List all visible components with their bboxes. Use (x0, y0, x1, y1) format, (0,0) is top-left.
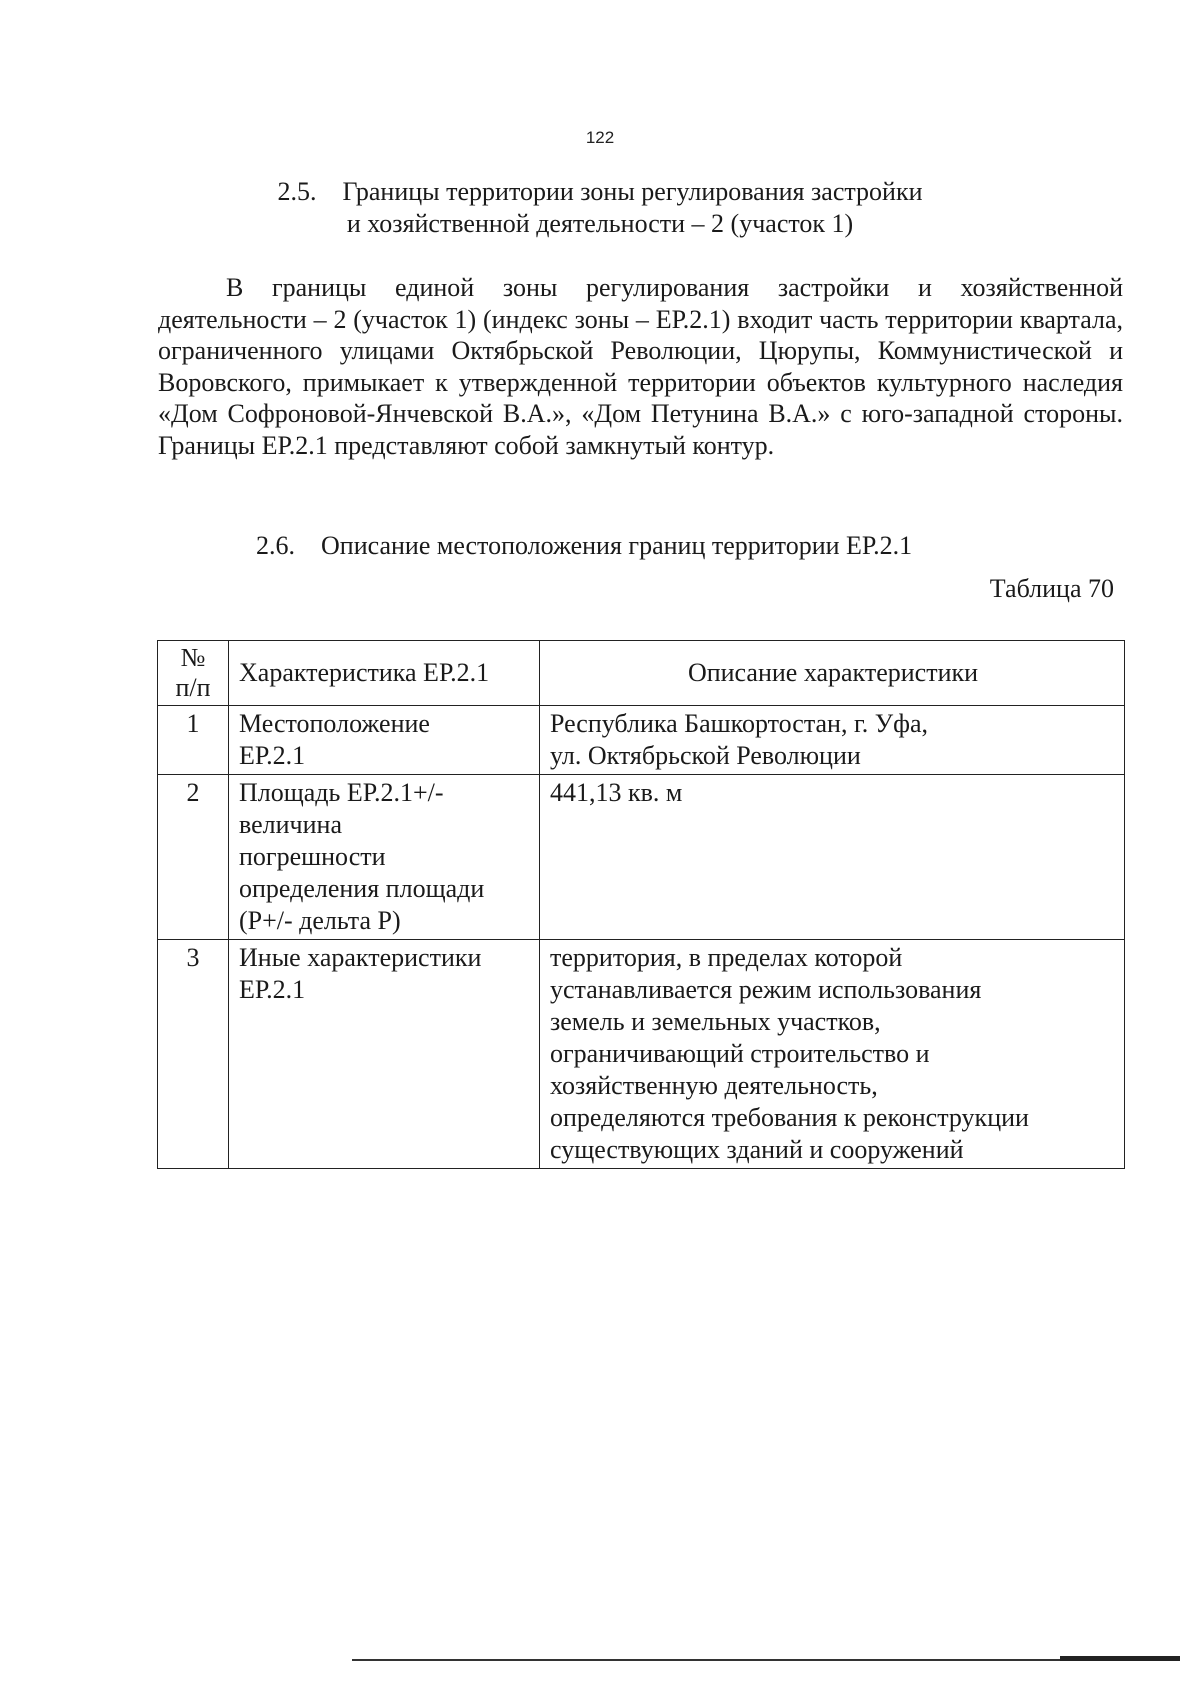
characteristic-line: определения площади (239, 874, 485, 903)
table-caption: Таблица 70 (989, 574, 1114, 603)
row-description (540, 706, 1125, 775)
description-line: определяются требования к реконструкции (550, 1103, 1029, 1132)
row-number: 2 (158, 775, 229, 940)
row-number: 1 (158, 706, 229, 775)
header-number (158, 641, 229, 706)
header-number-line1: № (180, 643, 206, 672)
description-line: ул. Октябрьской Революции (550, 741, 861, 770)
body-paragraph: В границы единой зоны регулирования застройки и хозяйственной деятельности – 2 (участок 1) (индекс зоны – ЕР.2.1) входит часть территории квартала, ограниченного улицами Октябрьской Революции, Цюрупы, Коммунистической и Воровского, примыкает к утвержденной территории объектов культурного наследия «Дом Софроновой-Янчевской В.А.», «Дом Петунина В.А.» с юго-западной стороны. Границы ЕР.2.1 представляют собой замкнутый контур. (158, 273, 1123, 460)
row-number: 3 (158, 940, 229, 1169)
description-line: хозяйственную деятельность, (550, 1071, 878, 1100)
row-characteristic (229, 940, 540, 1169)
description-line: Республика Башкортостан, г. Уфа, (550, 709, 928, 738)
description-line: устанавливается режим использования (550, 975, 982, 1004)
row-characteristic (229, 775, 540, 940)
header-description: Описание характеристики (540, 641, 1125, 706)
section-heading-2-5-line1 (0, 176, 1200, 208)
row-description (540, 775, 1125, 940)
table-row (158, 940, 1125, 1169)
section-heading-2-6 (256, 530, 1156, 562)
characteristic-line: погрешности (239, 842, 386, 871)
table-header-row (158, 641, 1125, 706)
section-title-2-5-line2: и хозяйственной деятельности – 2 (участок 1) (346, 209, 854, 238)
characteristic-line: Площадь ЕР.2.1+/- (239, 778, 444, 807)
description-line: территория, в пределах которой (550, 943, 903, 972)
description-line: 441,13 кв. м (550, 778, 683, 807)
description-line: существующих зданий и сооружений (550, 1135, 964, 1164)
characteristic-line: Местоположение (239, 709, 430, 738)
description-line: земель и земельных участков, (550, 1007, 881, 1036)
table-row (158, 775, 1125, 940)
row-description (540, 940, 1125, 1169)
header-number-line2: п/п (175, 673, 211, 702)
section-number-2-5: 2.5. (277, 177, 317, 206)
characteristic-line: ЕР.2.1 (239, 975, 306, 1004)
characteristic-line: Иные характеристики (239, 943, 482, 972)
characteristic-line: (Р+/- дельта Р) (239, 906, 401, 935)
footer-rule (352, 1659, 1180, 1661)
footer-rule-thick (1060, 1656, 1180, 1661)
characteristic-line: ЕР.2.1 (239, 741, 306, 770)
row-characteristic (229, 706, 540, 775)
description-line: ограничивающий строительство и (550, 1039, 930, 1068)
characteristic-line: величина (239, 810, 342, 839)
section-title-2-5-line1: Границы территории зоны регулирования застройки (342, 177, 923, 206)
characteristics-table (157, 640, 1125, 1169)
page-number: 122 (585, 128, 615, 147)
section-number-2-6: 2.6. (256, 531, 295, 560)
section-title-2-6: Описание местоположения границ территории ЕР.2.1 (321, 531, 913, 560)
section-heading-2-5 (0, 176, 1200, 240)
header-characteristic: Характеристика ЕР.2.1 (229, 641, 540, 706)
table-row (158, 706, 1125, 775)
